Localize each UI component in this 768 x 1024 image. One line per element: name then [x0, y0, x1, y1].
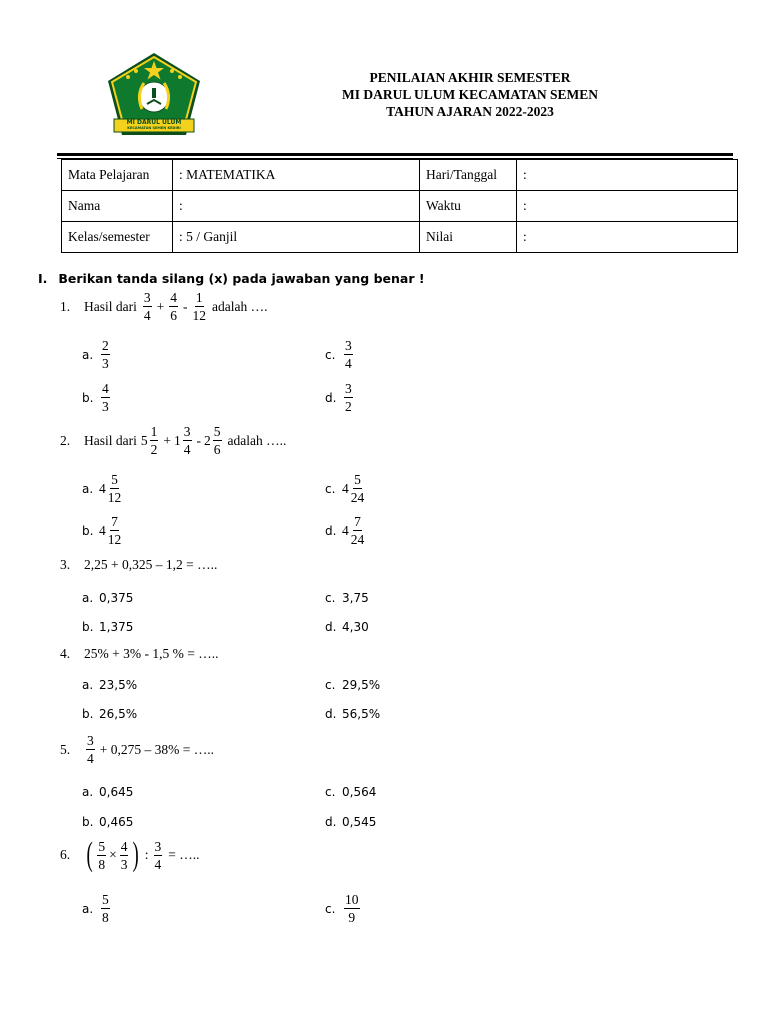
option-text: 0,545 — [342, 815, 377, 829]
option-d[interactable] — [325, 815, 376, 829]
left-parenthesis: ( — [86, 836, 93, 873]
option-text: 23,5% — [99, 678, 138, 692]
school-logo — [106, 51, 202, 137]
question-number: 4. — [60, 646, 71, 661]
fraction: $\frac{4}{3}$ — [120, 838, 128, 872]
table-cell: : — [517, 191, 738, 222]
whole-number: 2 — [204, 432, 211, 448]
question-suffix: adalah ….. — [227, 432, 287, 448]
question-number: 5. — [60, 741, 71, 757]
fraction: $\frac{3}{4}$ — [154, 838, 162, 872]
fraction: $\frac{3}{2}$ — [345, 381, 352, 414]
table-cell: Mata Pelajaran — [62, 160, 173, 191]
option-text: 26,5% — [99, 707, 138, 721]
option-label: a. — [82, 347, 94, 362]
question-text: 25% + 3% - 1,5 % = ….. — [84, 646, 219, 661]
fraction: $\frac{5}{6}$ — [213, 424, 221, 457]
option-label: b. — [82, 815, 94, 829]
header-line-2: MI DARUL ULUM KECAMATAN SEMEN — [342, 87, 598, 102]
operator: + — [163, 432, 171, 448]
option-b[interactable] — [82, 707, 137, 721]
table-row — [62, 191, 738, 222]
whole-number: 4 — [99, 522, 106, 538]
option-c[interactable] — [325, 591, 369, 605]
option-a[interactable] — [82, 892, 112, 925]
question-3 — [60, 557, 217, 573]
question-prefix: Hasil dari — [84, 432, 137, 448]
option-label: a. — [82, 785, 94, 799]
option-a[interactable] — [82, 678, 137, 692]
option-a[interactable] — [82, 785, 133, 799]
option-text: 1,375 — [99, 620, 134, 634]
question-text: + 0,275 – 38% = ….. — [99, 741, 214, 757]
fraction: $\frac{1}{12}$ — [192, 290, 206, 323]
option-b[interactable] — [82, 514, 123, 547]
question-number: 2. — [60, 432, 71, 448]
option-a[interactable] — [82, 591, 133, 605]
option-text: 0,645 — [99, 785, 134, 799]
question-number: 3. — [60, 557, 71, 572]
table-cell: : MATEMATIKA — [173, 160, 420, 191]
whole-number: 4 — [99, 480, 106, 496]
fraction: $\frac{5}{12}$ — [107, 472, 122, 505]
table-cell: : — [517, 160, 738, 191]
question-number: 1. — [60, 298, 71, 314]
option-label: c. — [325, 901, 336, 916]
table-cell: Nama — [62, 191, 173, 222]
option-c[interactable] — [325, 472, 366, 505]
option-text: 29,5% — [342, 678, 381, 692]
question-4 — [60, 646, 218, 662]
option-text: 4,30 — [342, 620, 369, 634]
option-text: 0,375 — [99, 591, 134, 605]
option-text: 0,564 — [342, 785, 377, 799]
fraction: $\frac{3}{4}$ — [87, 733, 94, 766]
fraction: $\frac{5}{8}$ — [102, 892, 109, 925]
option-text: 3,75 — [342, 591, 369, 605]
fraction: $\frac{4}{6}$ — [170, 290, 177, 323]
fraction: $\frac{7}{24}$ — [350, 514, 365, 547]
question-prefix: Hasil dari — [84, 298, 137, 314]
fraction: $\frac{3}{4}$ — [183, 424, 191, 457]
table-cell: : 5 / Ganjil — [173, 222, 420, 253]
fraction: $\frac{3}{4}$ — [345, 338, 352, 371]
option-label: b. — [82, 620, 94, 634]
whole-number: 4 — [342, 522, 349, 538]
table-cell: : — [517, 222, 738, 253]
option-label: d. — [325, 815, 337, 829]
fraction: $\frac{1}{2}$ — [150, 424, 158, 457]
fraction: $\frac{2}{3}$ — [102, 338, 109, 371]
operator: - — [196, 432, 201, 448]
document-header — [300, 69, 640, 120]
section-heading — [38, 271, 425, 286]
table-cell: Hari/Tanggal — [420, 160, 517, 191]
operator: + — [156, 298, 165, 314]
option-label: a. — [82, 481, 94, 496]
option-b[interactable] — [82, 620, 133, 634]
operator: : — [144, 847, 149, 862]
question-number: 6. — [60, 847, 71, 862]
option-label: d. — [325, 620, 337, 634]
header-rule-thick — [57, 153, 733, 156]
option-d[interactable] — [325, 381, 355, 414]
question-text: 2,25 + 0,325 – 1,2 = ….. — [84, 557, 218, 572]
option-d[interactable] — [325, 707, 380, 721]
option-label: d. — [325, 523, 337, 538]
right-parenthesis: ) — [133, 836, 140, 873]
operator: × — [109, 847, 117, 862]
option-text: 56,5% — [342, 707, 381, 721]
student-info-table — [61, 159, 738, 253]
whole-number: 4 — [342, 480, 349, 496]
table-row — [62, 160, 738, 191]
table-cell: : — [173, 191, 420, 222]
option-label: c. — [325, 347, 336, 362]
fraction: $\frac{3}{4}$ — [143, 290, 151, 323]
question-text: = ….. — [168, 847, 200, 862]
question-5 — [60, 733, 214, 766]
whole-number: 1 — [174, 432, 181, 448]
option-label: c. — [325, 678, 336, 692]
section-number: I. — [38, 271, 48, 286]
option-a[interactable] — [82, 472, 123, 505]
operator: - — [183, 298, 188, 314]
fraction: $\frac{10}{9}$ — [345, 892, 359, 925]
question-6 — [60, 838, 200, 872]
header-line-3: TAHUN AJARAN 2022-2023 — [386, 104, 554, 119]
option-label: a. — [82, 678, 94, 692]
fraction: $\frac{5}{24}$ — [350, 472, 365, 505]
option-label: b. — [82, 390, 94, 405]
table-cell: Waktu — [420, 191, 517, 222]
option-label: d. — [325, 390, 337, 405]
option-label: d. — [325, 707, 337, 721]
option-label: b. — [82, 523, 94, 538]
option-a[interactable] — [82, 338, 112, 371]
section-instruction: Berikan tanda silang (x) pada jawaban yang benar ! — [58, 271, 425, 286]
option-b[interactable] — [82, 381, 112, 414]
fraction: $\frac{4}{3}$ — [102, 381, 109, 414]
table-row — [62, 222, 738, 253]
table-cell: Nilai — [420, 222, 517, 253]
option-label: c. — [325, 785, 336, 799]
header-line-1: PENILAIAN AKHIR SEMESTER — [369, 70, 571, 85]
question-suffix: adalah …. — [212, 298, 268, 314]
option-label: a. — [82, 591, 94, 605]
option-d[interactable] — [325, 514, 366, 547]
option-label: c. — [325, 481, 336, 496]
option-c[interactable] — [325, 892, 362, 925]
logo-subtext: KECAMATAN SEMEN KEDIRI — [127, 126, 181, 130]
option-c[interactable] — [325, 338, 355, 371]
option-d[interactable] — [325, 620, 369, 634]
logo-text: MI DARUL ULUM — [126, 119, 182, 126]
option-text: 0,465 — [99, 815, 134, 829]
question-2 — [60, 424, 286, 457]
option-c[interactable] — [325, 678, 380, 692]
option-c[interactable] — [325, 785, 376, 799]
option-label: b. — [82, 707, 94, 721]
option-label: a. — [82, 901, 94, 916]
table-cell: Kelas/semester — [62, 222, 173, 253]
whole-number: 5 — [140, 432, 148, 448]
fraction: $\frac{5}{8}$ — [98, 838, 106, 872]
option-b[interactable] — [82, 815, 133, 829]
fraction: $\frac{7}{12}$ — [107, 514, 122, 547]
question-1 — [60, 290, 267, 323]
option-label: c. — [325, 591, 336, 605]
